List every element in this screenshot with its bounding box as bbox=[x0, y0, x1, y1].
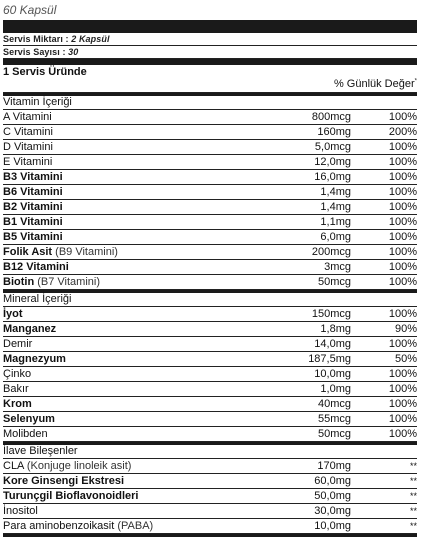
nutrient-name: Folik Asit bbox=[3, 246, 53, 258]
vitamin-section-title: Vitamin İçeriği bbox=[3, 96, 417, 110]
amount-cell: 60,0mg bbox=[314, 475, 351, 487]
daily-value-cell: ** bbox=[409, 491, 417, 501]
daily-value-cell: ** bbox=[409, 461, 417, 471]
daily-value-heading-text: % Günlük Değer bbox=[333, 78, 415, 90]
amount-cell: 10,0mg bbox=[314, 368, 351, 380]
nutrient-name-cell bbox=[3, 337, 302, 351]
table-row bbox=[3, 519, 417, 534]
mineral-section-title: Mineral İçeriği bbox=[3, 293, 417, 307]
table-row bbox=[3, 459, 417, 474]
nutrient-name-cell bbox=[3, 230, 302, 244]
daily-value-cell: 100% bbox=[388, 368, 417, 380]
table-row bbox=[3, 352, 417, 367]
daily-value-cell: 100% bbox=[388, 261, 417, 273]
mineral-table bbox=[3, 307, 417, 442]
daily-value-cell: 100% bbox=[388, 413, 417, 425]
amount-cell: 170mg bbox=[317, 460, 351, 472]
nutrient-name-cell bbox=[3, 412, 302, 426]
top-thick-rule bbox=[3, 20, 417, 33]
nutrient-name-cell bbox=[3, 170, 302, 184]
serving-size-value: 2 Kapsül bbox=[71, 34, 110, 44]
nutrient-name-cell bbox=[3, 245, 302, 259]
table-row bbox=[3, 245, 417, 260]
nutrient-name: Para aminobenzoikasit bbox=[3, 520, 115, 532]
nutrient-note: (Konjuge linoleik asit) bbox=[23, 460, 132, 472]
nutrient-name: Molibden bbox=[3, 428, 48, 440]
nutrient-name-cell bbox=[3, 474, 283, 488]
daily-value-cell: 100% bbox=[388, 428, 417, 440]
amount-cell: 150mcg bbox=[311, 308, 351, 320]
daily-value-cell: ** bbox=[409, 506, 417, 516]
nutrient-note: (PABA) bbox=[114, 520, 154, 532]
nutrient-name-cell bbox=[3, 110, 302, 124]
table-row bbox=[3, 489, 417, 504]
daily-value-cell: 50% bbox=[394, 353, 417, 365]
table-row bbox=[3, 140, 417, 155]
table-row bbox=[3, 307, 417, 322]
amount-cell: 30,0mg bbox=[314, 505, 351, 517]
amount-cell: 55mcg bbox=[317, 413, 351, 425]
daily-value-cell: 100% bbox=[388, 216, 417, 228]
table-row bbox=[3, 260, 417, 275]
daily-value-cell: 100% bbox=[388, 383, 417, 395]
amount-cell: 50mcg bbox=[317, 428, 351, 440]
amount-cell: 3mcg bbox=[324, 261, 351, 273]
table-row bbox=[3, 412, 417, 427]
nutrient-note: (B7 Vitamini) bbox=[34, 276, 100, 288]
nutrient-name: Selenyum bbox=[3, 413, 55, 425]
daily-value-footnote-mark: * bbox=[414, 78, 417, 85]
nutrient-name-cell bbox=[3, 322, 302, 336]
nutrient-name-cell bbox=[3, 200, 302, 214]
nutrient-name-cell bbox=[3, 352, 302, 366]
nutrient-name: Krom bbox=[3, 398, 32, 410]
nutrient-name: Bakır bbox=[3, 383, 29, 395]
nutrient-name: B3 Vitamini bbox=[3, 171, 63, 183]
nutrient-name: A Vitamini bbox=[3, 111, 52, 123]
nutrient-name: Çinko bbox=[3, 368, 32, 380]
nutrient-name: Magnezyum bbox=[3, 353, 66, 365]
amount-cell: 10,0mg bbox=[314, 520, 351, 532]
amount-cell: 187,5mg bbox=[308, 353, 351, 365]
amount-cell: 160mg bbox=[317, 126, 351, 138]
nutrient-name: İnositol bbox=[3, 505, 38, 517]
nutrient-name-cell bbox=[3, 215, 302, 229]
serving-size-label: Servis Miktarı : bbox=[3, 34, 72, 44]
nutrient-name-cell bbox=[3, 397, 302, 411]
nutrient-name-cell bbox=[3, 382, 302, 396]
daily-value-cell: 100% bbox=[388, 276, 417, 288]
table-row bbox=[3, 230, 417, 245]
nutrient-name-cell bbox=[3, 489, 283, 503]
nutrient-name-cell bbox=[3, 260, 302, 274]
table-row bbox=[3, 474, 417, 489]
bottom-rule bbox=[3, 534, 417, 537]
table-row bbox=[3, 110, 417, 125]
nutrient-name-cell bbox=[3, 125, 302, 139]
nutrient-name-cell bbox=[3, 155, 302, 169]
daily-value-cell: 100% bbox=[388, 398, 417, 410]
amount-cell: 1,8mg bbox=[320, 323, 351, 335]
amount-cell: 50,0mg bbox=[314, 490, 351, 502]
amount-cell: 50mcg bbox=[317, 276, 351, 288]
amount-cell: 200mcg bbox=[311, 246, 351, 258]
nutrient-name: D Vitamini bbox=[3, 141, 53, 153]
amount-cell: 40mcg bbox=[317, 398, 351, 410]
nutrient-name: B5 Vitamini bbox=[3, 231, 63, 243]
per-serving-heading: 1 Servis Üründe bbox=[3, 66, 87, 78]
amount-cell: 5,0mcg bbox=[314, 141, 351, 153]
daily-value-cell: 200% bbox=[388, 126, 417, 138]
nutrient-name: C Vitamini bbox=[3, 126, 53, 138]
amount-cell: 16,0mg bbox=[314, 171, 351, 183]
table-row bbox=[3, 504, 417, 519]
vitamin-table bbox=[3, 110, 417, 290]
daily-value-cell: ** bbox=[409, 476, 417, 486]
nutrient-note: (B9 Vitamini) bbox=[52, 246, 118, 258]
table-row bbox=[3, 185, 417, 200]
nutrient-name-cell bbox=[3, 185, 302, 199]
daily-value-cell: 100% bbox=[388, 308, 417, 320]
daily-value-cell: 100% bbox=[388, 171, 417, 183]
extras-section-title: İlave Bileşenler bbox=[3, 445, 417, 459]
nutrient-name: B6 Vitamini bbox=[3, 186, 63, 198]
serving-size-line bbox=[3, 33, 417, 46]
nutrient-name: Manganez bbox=[3, 323, 57, 335]
daily-value-cell: 100% bbox=[388, 186, 417, 198]
table-row bbox=[3, 397, 417, 412]
table-row bbox=[3, 170, 417, 185]
nutrient-name: E Vitamini bbox=[3, 156, 53, 168]
table-row bbox=[3, 337, 417, 352]
serving-count-value: 30 bbox=[68, 47, 79, 57]
table-row bbox=[3, 382, 417, 397]
column-header bbox=[3, 65, 417, 93]
table-row bbox=[3, 322, 417, 337]
table-row bbox=[3, 200, 417, 215]
amount-cell: 1,1mg bbox=[320, 216, 351, 228]
table-row bbox=[3, 275, 417, 290]
daily-value-cell: 90% bbox=[394, 323, 417, 335]
table-row bbox=[3, 215, 417, 230]
nutrient-name: Demir bbox=[3, 338, 33, 350]
amount-cell: 1,0mg bbox=[320, 383, 351, 395]
daily-value-cell: 100% bbox=[388, 338, 417, 350]
amount-cell: 1,4mg bbox=[320, 186, 351, 198]
table-row bbox=[3, 125, 417, 140]
daily-value-cell: 100% bbox=[388, 141, 417, 153]
nutrient-name-cell bbox=[3, 275, 302, 289]
daily-value-cell: 100% bbox=[388, 201, 417, 213]
daily-value-heading bbox=[334, 78, 417, 90]
serving-count-label: Servis Sayısı : bbox=[3, 47, 69, 57]
amount-cell: 1,4mg bbox=[320, 201, 351, 213]
nutrient-name: Biotin bbox=[3, 276, 35, 288]
amount-cell: 14,0mg bbox=[314, 338, 351, 350]
table-row bbox=[3, 155, 417, 170]
amount-cell: 12,0mg bbox=[314, 156, 351, 168]
nutrient-name: Turunçgil Bioflavonoidleri bbox=[3, 490, 139, 502]
table-row bbox=[3, 367, 417, 382]
nutrient-name-cell bbox=[3, 367, 302, 381]
daily-value-cell: ** bbox=[409, 521, 417, 531]
package-count: 60 Kapsül bbox=[3, 3, 57, 17]
nutrient-name-cell bbox=[3, 140, 302, 154]
nutrient-name: Kore Ginsengi Ekstresi bbox=[3, 475, 125, 487]
nutrient-name-cell bbox=[3, 459, 283, 473]
nutrient-name: B12 Vitamini bbox=[3, 261, 69, 273]
serving-count-line bbox=[3, 46, 417, 59]
daily-value-cell: 100% bbox=[388, 111, 417, 123]
table-row bbox=[3, 427, 417, 442]
daily-value-cell: 100% bbox=[388, 231, 417, 243]
nutrient-name: CLA bbox=[3, 460, 24, 472]
nutrient-name-cell bbox=[3, 504, 283, 518]
supplement-facts-panel bbox=[3, 0, 417, 537]
daily-value-cell: 100% bbox=[388, 246, 417, 258]
nutrient-name: İyot bbox=[3, 308, 23, 320]
daily-value-cell: 100% bbox=[388, 156, 417, 168]
amount-cell: 800mcg bbox=[311, 111, 351, 123]
nutrient-name-cell bbox=[3, 307, 302, 321]
nutrient-name-cell bbox=[3, 519, 283, 533]
extras-table bbox=[3, 459, 417, 534]
nutrient-name-cell bbox=[3, 427, 302, 441]
nutrient-name: B1 Vitamini bbox=[3, 216, 63, 228]
amount-cell: 6,0mg bbox=[320, 231, 351, 243]
nutrient-name: B2 Vitamini bbox=[3, 201, 63, 213]
